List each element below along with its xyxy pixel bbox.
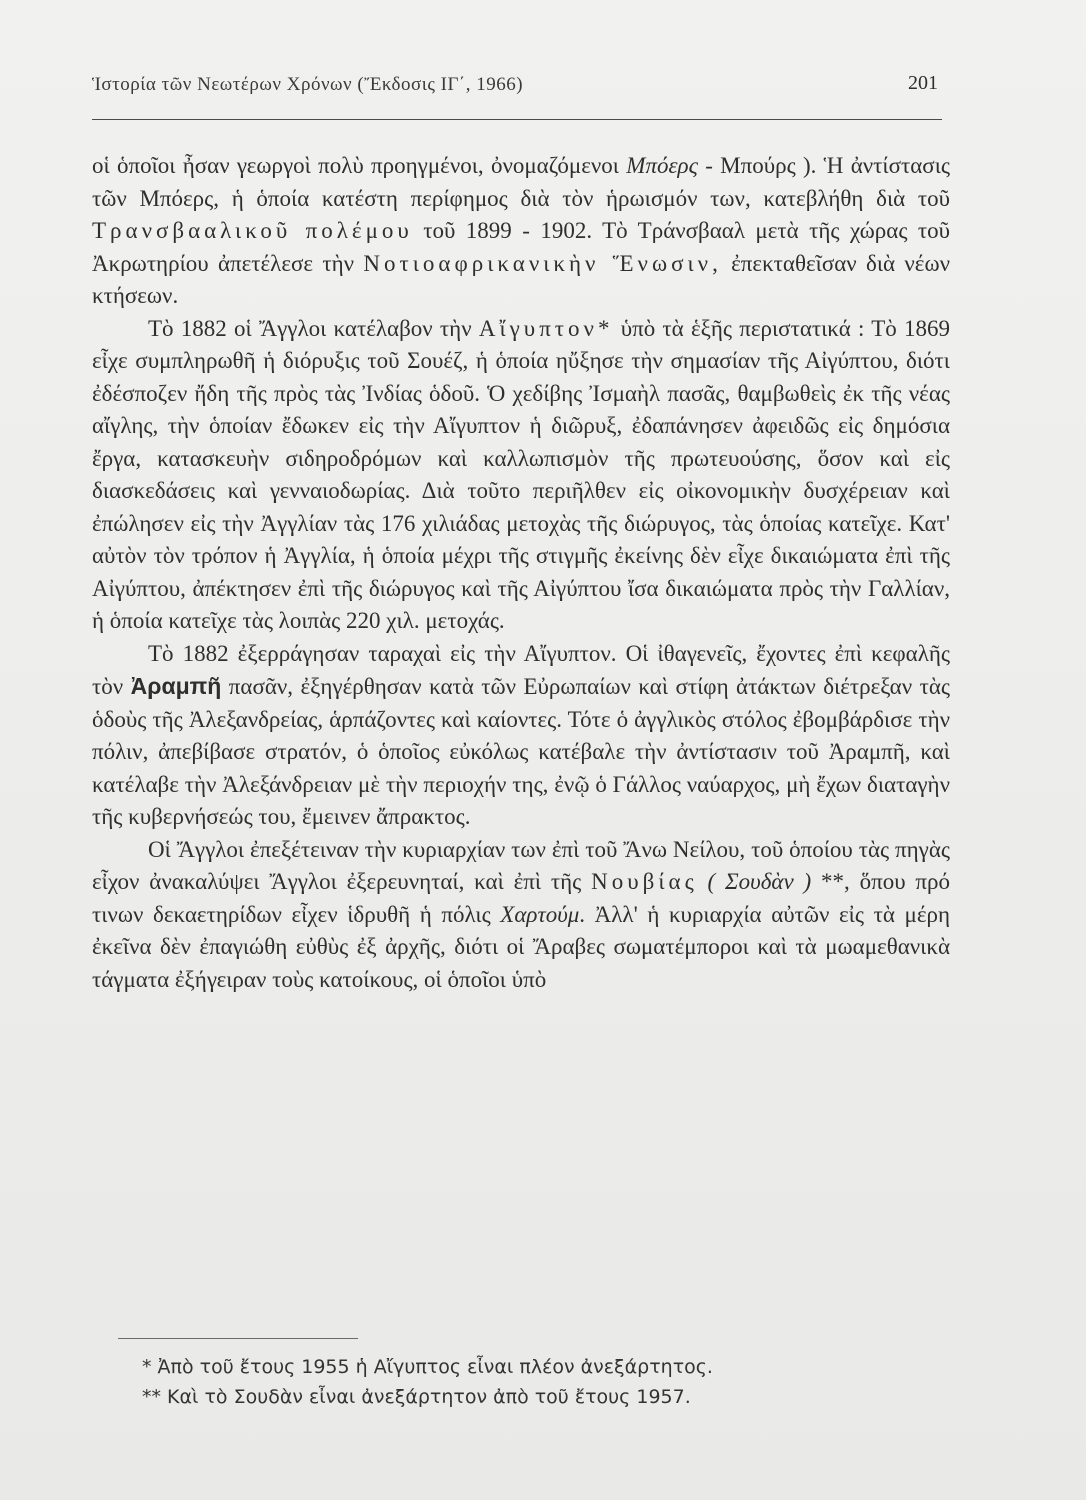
running-title: Ἱστορία τῶν Νεωτέρων Χρόνων (Ἔκδοσις ΙΓ΄, 1966) — [92, 74, 524, 95]
paragraph-3 — [92, 638, 950, 834]
p3-bold-arabi: Ἀραμπῆ — [130, 673, 222, 699]
p3-text-2: πασᾶν, ἐξηγέρθησαν κατὰ τῶν Εὐρωπαίων καὶ στίφη ἀτάκτων διέτρεξαν τὰς ὁδοὺς τῆς Ἀλεξανδρείας, ἁρπάζοντες καὶ καίοντες. Τότε ὁ ἀγγλικὸς στόλος ἐβομβάρδισε τὴν πόλιν, ἀπεβίβασε στρατόν, ὁ ὁποῖος εὐκόλως κατέβαλε τὴν ἀντίστασιν τοῦ Ἀραμπῆ, καὶ κατέλαβε τὴν Ἀλεξάνδρειαν μὲ τὴν περιοχήν της, ἐνῷ ὁ Γάλλος ναύαρχος, μὴ ἔχων διαταγὴν τῆς κυβερνήσεώς του, ἔμεινεν ἄπρακτος. — [92, 674, 950, 829]
p1-text-4: ἐπεκταθεῖσαν διὰ νέων κτήσεων. — [92, 250, 950, 308]
paragraph-4 — [92, 834, 950, 997]
p2-spaced-egypt: Αἴγυπτον* — [478, 315, 614, 341]
p1-spaced-south-african-union: Νοτιοαφρικανικὴν Ἕνωσιν, — [363, 250, 722, 276]
main-text — [92, 150, 950, 996]
footnote-rule — [118, 1338, 358, 1339]
footnote-1: * Ἀπὸ τοῦ ἔτους 1955 ἡ Αἴγυπτος εἶναι πλέον ἀνεξάρτητος. — [142, 1356, 713, 1378]
p2-text-2: ὑπὸ τὰ ἑξῆς περιστατικά : Τὸ 1869 εἶχε συμπληρωθῆ ἡ διόρυξις τοῦ Σουέζ, ἡ ὁποία ηὔξησε τὴν σημασίαν τῆς Αἰγύπτου, διότι ἐδέσποζεν ἤδη τῆς πρὸς τὰς Ἰνδίας ὁδοῦ. Ὁ χεδίβης Ἰσμαὴλ πασᾶς, θαμβωθεὶς ἐκ τῆς νέας αἴγλης, τὴν ὁποίαν ἔδωκεν εἰς τὴν Αἴγυπτον ἡ διῶρυξ, ἐδαπάνησεν ἀφειδῶς εἰς δημόσια ἔργα, κατασκευὴν σιδηροδρόμων καὶ καλλωπισμὸν τῆς πρωτευούσης, ὅσον καὶ εἰς διασκεδάσεις καὶ γενναιοδωρίας. Διὰ τοῦτο περιῆλθεν εἰς οἰκονομικὴν δυσχέρειαν καὶ ἐπώλησεν εἰς τὴν Ἀγγλίαν τὰς 176 χιλιάδας μετοχὰς τῆς διώρυγος, τὰς ὁποίας κατεῖχε. Κατ' αὐτὸν τὸν τρόπον ἡ Ἀγγλία, ἡ ὁποία μέχρι τῆς στιγμῆς ἐκείνης δὲν εἶχε δικαιώματα ἐπὶ τῆς Αἰγύπτου, ἀπέκτησεν ἐπὶ τῆς διώρυγος καὶ τῆς Αἰγύπτου ἴσα δικαιώματα πρὸς τὴν Γαλλίαν, ἡ ὁποία κατεῖχε τὰς λοιπὰς 220 χιλ. μετοχάς. — [92, 315, 950, 633]
p2-text-1: Τὸ 1882 οἱ Ἄγγλοι κατέλαβον τὴν — [148, 315, 479, 341]
page-number: 201 — [908, 72, 938, 94]
p1-text-3: τοῦ 1899 - 1902. Τὸ Τράνσβααλ μετὰ τῆς χώρας τοῦ Ἀκρωτηρίου ἀπετέλεσε τὴν — [92, 218, 950, 276]
p4-spaced-nubia: Νουβίας — [591, 869, 698, 894]
running-head — [92, 70, 942, 110]
footnote-2: ** Καὶ τὸ Σουδὰν εἶναι ἀνεξάρτητον ἀπὸ τοῦ ἔτους 1957. — [142, 1386, 691, 1408]
p4-italic-khartoum: Χαρτούμ — [500, 901, 580, 927]
header-rule — [92, 119, 942, 120]
p4-text-3: . Ἀλλ' ἡ κυριαρχία αὐτῶν εἰς τὰ μέρη ἐκεῖνα δὲν ἐπαγιώθη εὐθὺς ἐξ ἀρχῆς, διότι οἱ Ἄραβες σωματέμποροι καὶ τὰ μωαμεθανικὰ τάγματα ἐξήγειραν τοὺς κατοίκους, οἱ ὁποῖοι ὑπὸ — [92, 901, 950, 992]
paragraph-2 — [92, 313, 950, 638]
p4-italic-sudan: ( Σουδὰν ) — [697, 869, 812, 894]
p1-text-1: οἱ ὁποῖοι ἦσαν γεωργοὶ πολὺ προηγμένοι, ὀνομαζόμενοι — [92, 153, 627, 178]
p4-text-1: Οἱ Ἄγγλοι ἐπεξέτειναν τὴν κυριαρχίαν των ἐπὶ τοῦ Ἄνω Νείλου, τοῦ ὁποίου τὰς πηγὰς εἶχον ἀνακαλύψει Ἄγγλοι ἐξερευνηταί, καὶ ἐπὶ τῆς — [92, 836, 950, 894]
p1-italic-boers: Μπόερς — [626, 153, 698, 178]
p1-text-2: - Μπούρς ). Ἡ ἀντίστασις τῶν Μπόερς, ἡ ὁποία κατέστη περίφημος διὰ τὸν ἡρωισμόν των, κατεβλήθη διὰ τοῦ — [92, 153, 951, 211]
footnotes — [142, 1352, 942, 1412]
p3-text-1: Τὸ 1882 ἐξερράγησαν ταραχαὶ εἰς τὴν Αἴγυπτον. Οἱ ἰθαγενεῖς, ἔχοντες ἐπὶ κεφαλῆς τὸν — [92, 640, 950, 699]
p1-spaced-transvaal-war: Τρανσβααλικοῦ πολέμου — [92, 218, 413, 243]
paragraph-1 — [92, 150, 950, 313]
p4-text-2: **, ὅπου πρό τινων δεκαετηρίδων εἶχεν ἱδρυθῆ ἡ πόλις — [92, 869, 950, 927]
